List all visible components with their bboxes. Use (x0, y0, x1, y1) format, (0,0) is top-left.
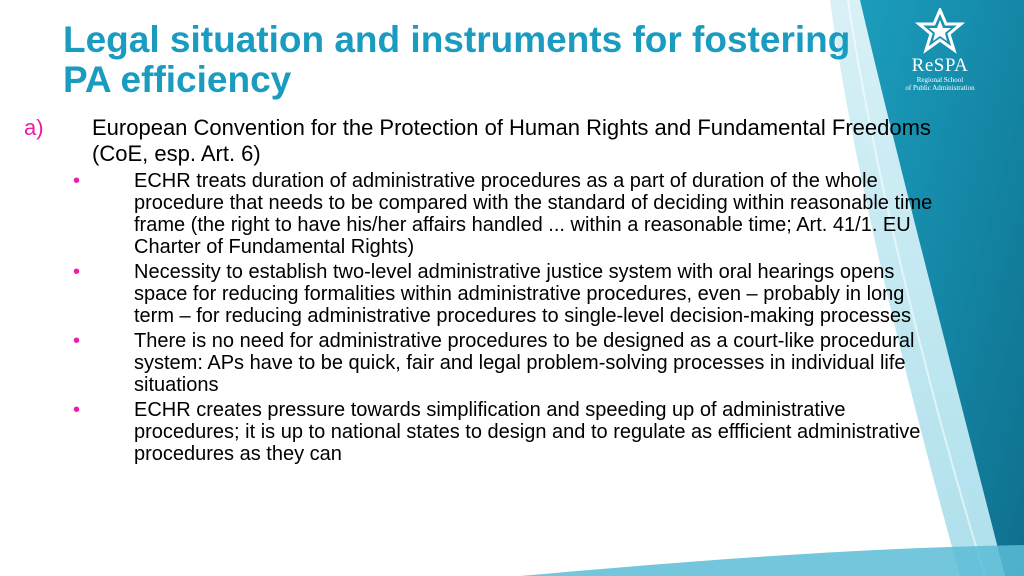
list-item-a (0, 115, 940, 167)
logo-subtitle-line-2: of Public Administration (905, 84, 975, 92)
bullet-item (0, 261, 940, 327)
bullet-text: ECHR creates pressure towards simplification and speeding up of administrative procedures; it is up to national states to design and to regulate as effficient administrative procedures as they can (134, 399, 921, 465)
list-item-text: European Convention for the Protection of Human Rights and Fundamental Freedoms (CoE, esp. Art. 6) (92, 115, 931, 166)
bullet-item (0, 330, 940, 396)
list-marker: a) (24, 115, 44, 140)
bullet-icon: • (73, 399, 81, 421)
respa-logo (888, 8, 992, 92)
bullet-icon: • (73, 261, 81, 283)
bullet-item (0, 170, 940, 258)
bullet-item (0, 399, 940, 465)
logo-subtitle-line-1: Regional School (916, 76, 964, 84)
swoosh-bottom-strip (520, 545, 1024, 576)
star-emblem-icon (915, 8, 965, 54)
slide-title: Legal situation and instruments for fostering PA efficiency (63, 19, 851, 100)
logo-name: ReSPA (911, 55, 969, 76)
slide-body (0, 115, 940, 465)
bullet-icon: • (73, 330, 81, 352)
bullet-text: ECHR treats duration of administrative procedures as a part of duration of the whole procedure that needs to be compared with the standard of deciding within reasonable time frame (the right to have his/her affairs handled ... within a reasonable time; Art. 41/1. EU Charter of Fundamental Rights) (134, 170, 933, 258)
bullet-text: Necessity to establish two-level administrative justice system with oral hearings opens space for reducing formalities within administrative procedures, even – probably in long term – for reducing administrative procedures to single-level decision-making processes (134, 261, 912, 327)
bullet-text: There is no need for administrative procedures to be designed as a court-like procedural system: APs have to be quick, fair and legal problem-solving processes in individual life situations (134, 330, 915, 396)
bullet-icon: • (73, 170, 81, 192)
